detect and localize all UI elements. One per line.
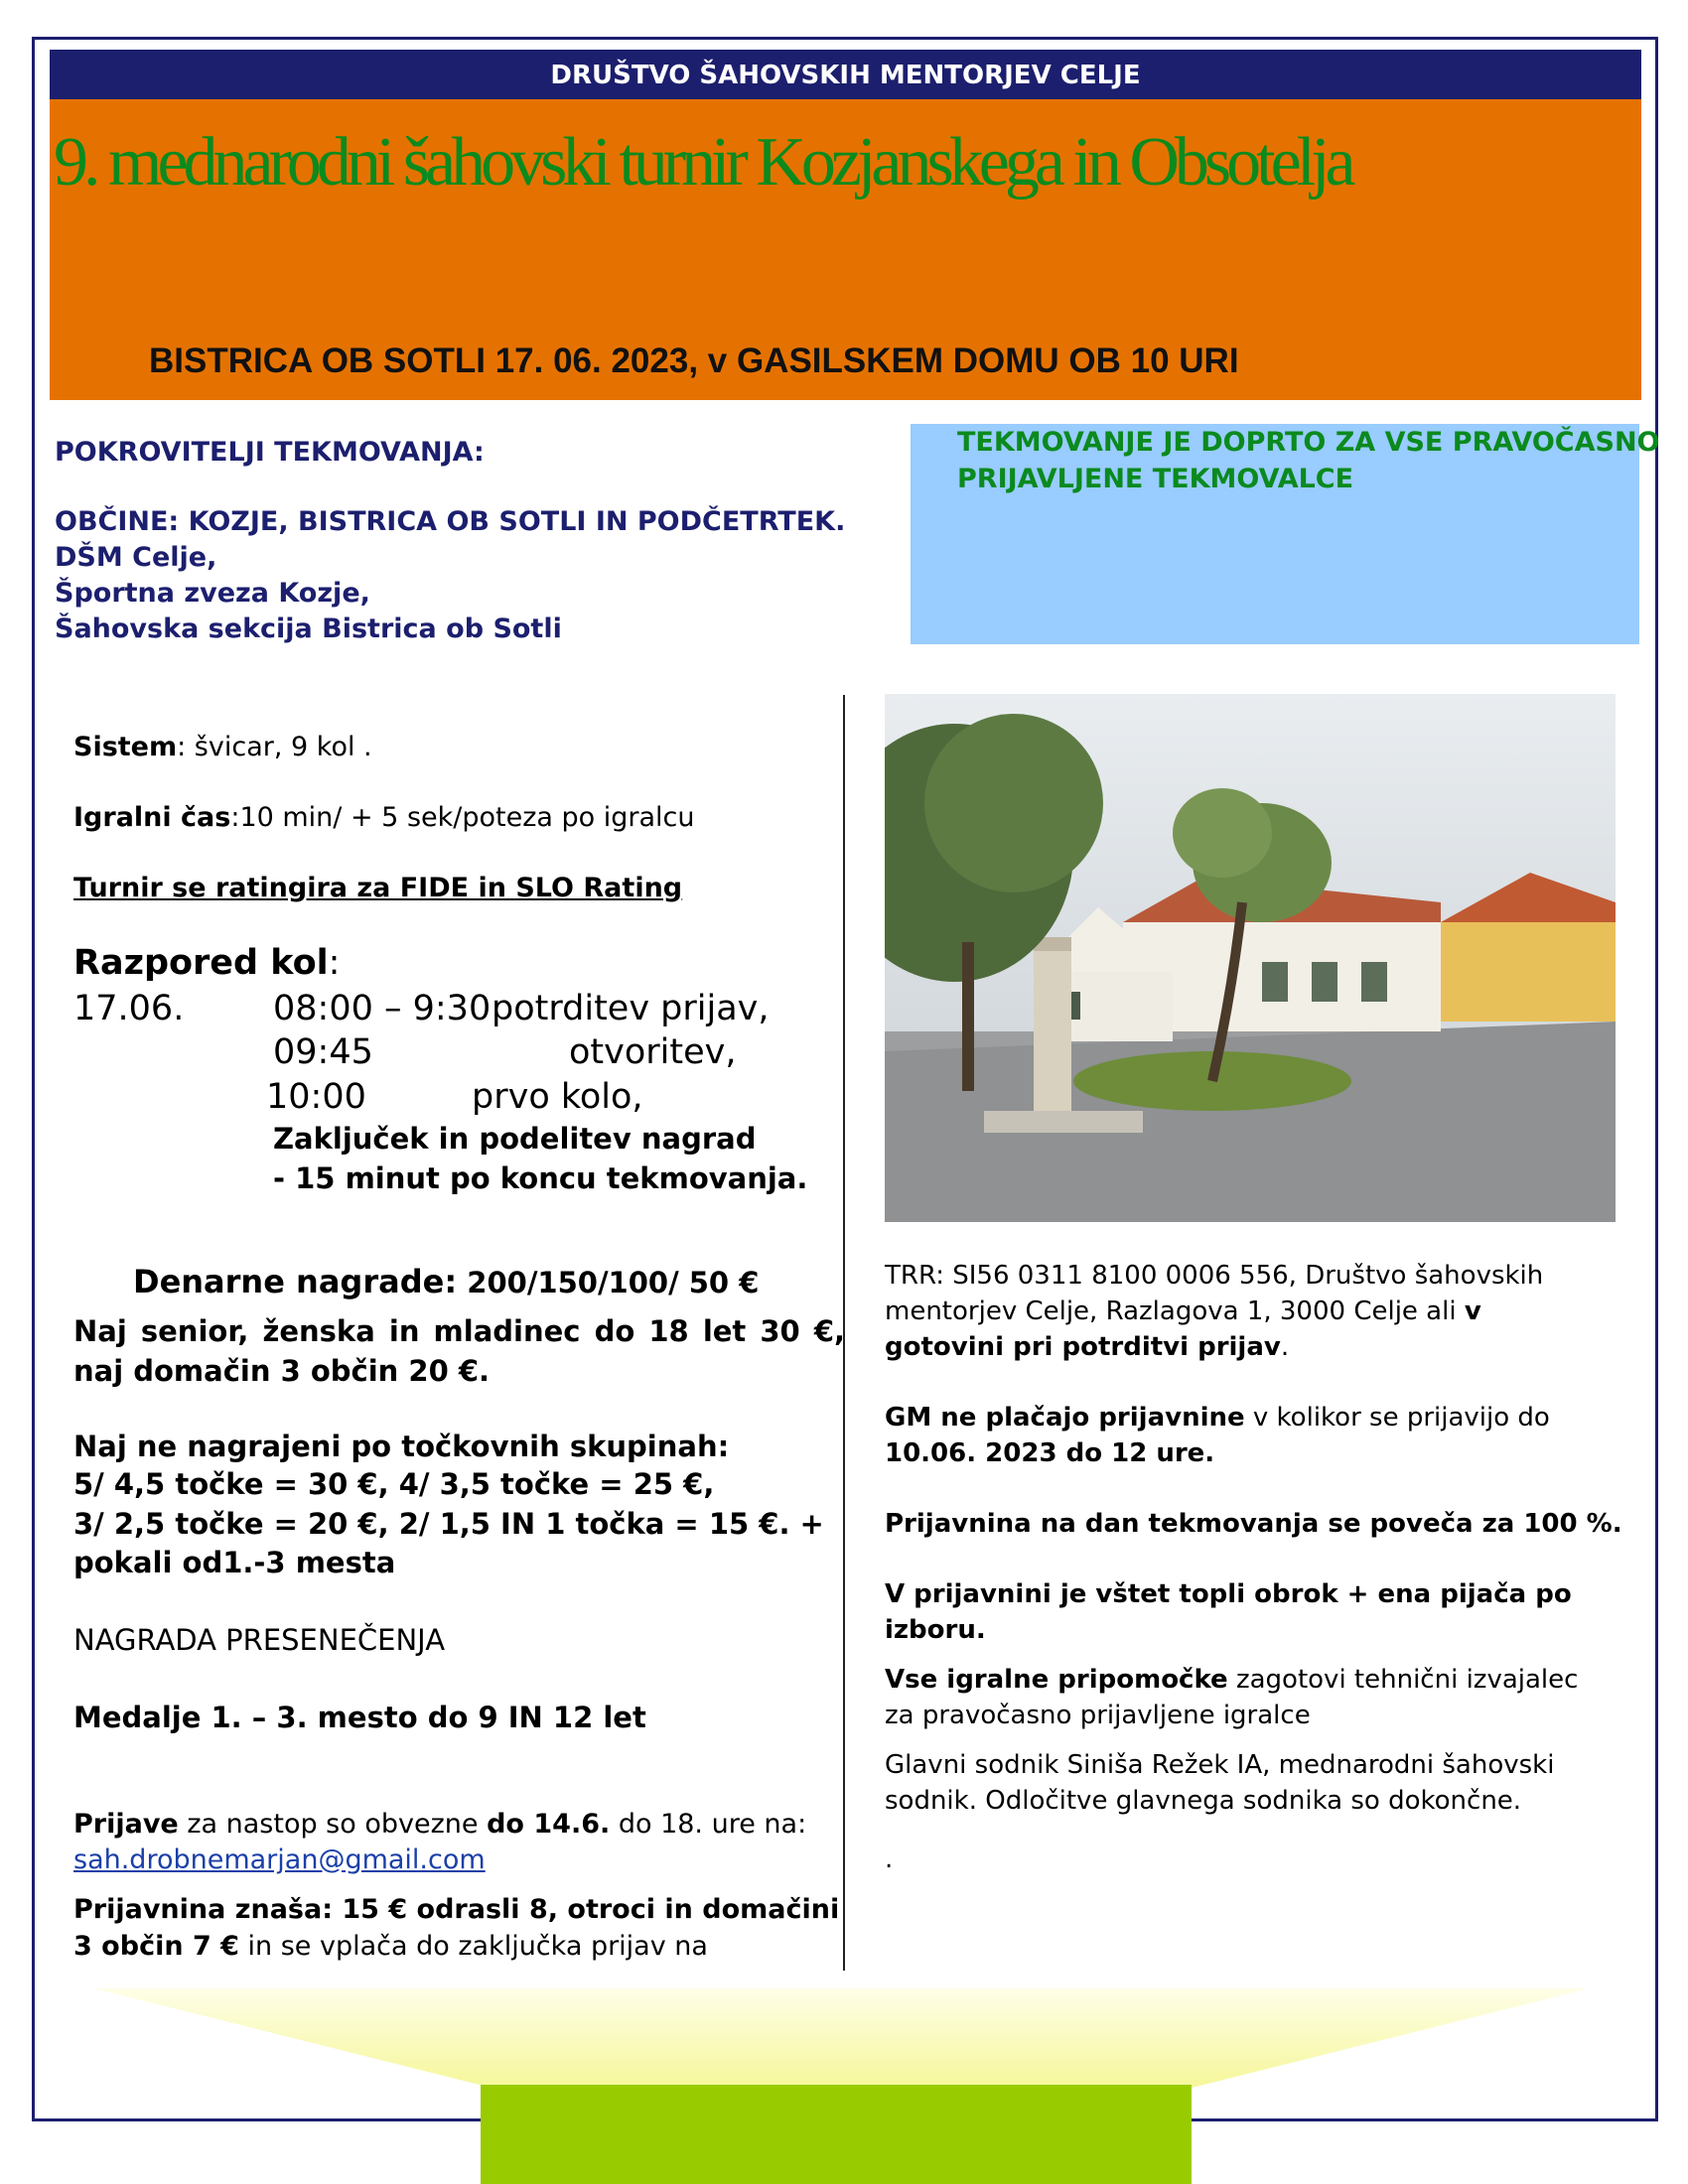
equipment-bold: Vse igralne pripomočke bbox=[885, 1665, 1228, 1695]
open-notice-box bbox=[911, 424, 1660, 644]
venue-date: BISTRICA OB SOTLI 17. 06. 2023, v GASILSKEM DOMU OB 10 URI bbox=[149, 341, 1239, 380]
org-banner: DRUŠTVO ŠAHOVSKIH MENTORJEV CELJE bbox=[50, 50, 1641, 99]
cash-prizes-label: Denarne nagrade: bbox=[133, 1263, 458, 1300]
schedule-date: 17.06. bbox=[73, 989, 185, 1028]
sponsors-block bbox=[55, 435, 845, 647]
payment-bold: v bbox=[1464, 1297, 1481, 1326]
sponsor-line: Športna zveza Kozje, bbox=[55, 578, 370, 609]
decor-green-block bbox=[481, 2085, 1192, 2184]
groups-heading: Naj ne nagrajeni po točkovnih skupinah: bbox=[73, 1430, 730, 1463]
payment-dot: . bbox=[1280, 1332, 1290, 1362]
payment-cash: gotovini pri potrditvi prijav bbox=[885, 1332, 1281, 1362]
notice-line: PRIJAVLJENE TEKMOVALCE bbox=[957, 464, 1354, 494]
schedule-time: 09:45 bbox=[273, 1032, 373, 1072]
time-control-label: Igralni čas bbox=[73, 802, 231, 833]
sponsor-line: DŠM Celje, bbox=[55, 542, 217, 573]
special-prizes-1: Naj senior, ženska in mladinec do 18 let 30 €, bbox=[73, 1314, 846, 1348]
medals-line: Medalje 1. – 3. mesto do 9 IN 12 let bbox=[73, 1701, 646, 1734]
schedule-heading-colon: : bbox=[328, 943, 341, 983]
system-value: : švicar, 9 kol . bbox=[177, 732, 372, 762]
surprise-prize: NAGRADA PRESENEČENJA bbox=[73, 1623, 446, 1657]
sponsors-heading: POKROVITELJI TEKMOVANJA: bbox=[55, 437, 485, 468]
fee-increase: Prijavnina na dan tekmovanja se poveča za 100 %. bbox=[885, 1509, 1622, 1539]
schedule-time: 10:00 bbox=[266, 1077, 366, 1117]
registration-bold: Prijave bbox=[73, 1809, 179, 1840]
closing-timing: - 15 minut po koncu tekmovanja. bbox=[273, 1161, 808, 1195]
time-control-value: :10 min/ + 5 sek/poteza po igralcu bbox=[230, 802, 695, 833]
system-label: Sistem bbox=[73, 732, 178, 762]
schedule-event: otvoritev, bbox=[569, 1032, 737, 1072]
meal-line-1: V prijavnini je vštet topli obrok + ena pijača po bbox=[885, 1579, 1572, 1609]
gm-line-1 bbox=[885, 1403, 1550, 1433]
sponsor-line: OBČINE: KOZJE, BISTRICA OB SOTLI IN PODČETRTEK. bbox=[55, 506, 846, 537]
fee-line-2 bbox=[73, 1931, 708, 1962]
payment-line-1: TRR: SI56 0311 8100 0006 556, Društvo šahovskih bbox=[885, 1261, 1544, 1291]
groups-line: 5/ 4,5 točke = 30 €, 4/ 3,5 točke = 25 €, bbox=[73, 1467, 715, 1501]
registration-email-link[interactable]: sah.drobnemarjan@gmail.com bbox=[73, 1844, 486, 1875]
payment-line-3 bbox=[885, 1332, 1289, 1362]
fee-text: in se vplača do zaključka prijav na bbox=[238, 1931, 708, 1962]
registration-line bbox=[73, 1809, 806, 1840]
equipment-line-2: za pravočasno prijavljene igralce bbox=[885, 1701, 1311, 1730]
system-line bbox=[73, 732, 372, 762]
time-control-line bbox=[73, 802, 695, 833]
arbiter-dot: . bbox=[885, 1844, 894, 1874]
village-photo bbox=[885, 694, 1616, 1222]
arbiter-line-2: sodnik. Odločitve glavnega sodnika so dokončne. bbox=[885, 1786, 1522, 1816]
gm-line-2: 10.06. 2023 do 12 ure. bbox=[885, 1438, 1215, 1468]
equipment-line-1 bbox=[885, 1665, 1578, 1695]
schedule-time: 08:00 – 9:30 bbox=[273, 989, 492, 1028]
schedule-event: prvo kolo, bbox=[472, 1077, 643, 1117]
page-title: 9. mednarodni šahovski turnir Kozjanskega in Obsotelja bbox=[54, 124, 1351, 201]
open-notice-text bbox=[957, 424, 1660, 497]
gm-text: v kolikor se prijavijo do bbox=[1244, 1403, 1550, 1433]
special-prizes-2: naj domačin 3 občin 20 €. bbox=[73, 1354, 491, 1388]
fee-line-1: Prijavnina znaša: 15 € odrasli 8, otroci in domačini bbox=[73, 1894, 840, 1925]
payment-line-2 bbox=[885, 1297, 1481, 1326]
decor-trapezoid bbox=[94, 1988, 1589, 2088]
registration-text: za nastop so obvezne bbox=[178, 1809, 488, 1840]
cash-prizes-values: 200/150/100/ 50 € bbox=[467, 1266, 760, 1299]
rating-note: Turnir se ratingira za FIDE in SLO Rating bbox=[73, 873, 683, 903]
schedule-heading bbox=[73, 943, 340, 983]
fee-bold: 3 občin 7 € bbox=[73, 1931, 239, 1962]
registration-time: do 18. ure na: bbox=[610, 1809, 807, 1840]
notice-line: TEKMOVANJE JE DOPRTO ZA VSE PRAVOČASNO bbox=[957, 427, 1660, 458]
groups-line: pokali od1.-3 mesta bbox=[73, 1546, 396, 1579]
gm-bold: GM ne plačajo prijavnine bbox=[885, 1403, 1245, 1433]
sponsor-line: Šahovska sekcija Bistrica ob Sotli bbox=[55, 614, 562, 644]
groups-line: 3/ 2,5 točke = 20 €, 2/ 1,5 IN 1 točka = 15 €. + bbox=[73, 1507, 824, 1541]
arbiter-line-1: Glavni sodnik Siniša Režek IA, mednarodni šahovski bbox=[885, 1750, 1555, 1780]
meal-line-2: izboru. bbox=[885, 1615, 986, 1645]
schedule-event: potrditev prijav, bbox=[492, 989, 770, 1028]
registration-deadline: do 14.6. bbox=[487, 1809, 611, 1840]
equipment-text: zagotovi tehnični izvajalec bbox=[1227, 1665, 1579, 1695]
village-photo-icon bbox=[885, 694, 1616, 1222]
cash-prizes bbox=[133, 1263, 759, 1300]
schedule-heading-text: Razpored kol bbox=[73, 943, 329, 983]
payment-text: mentorjev Celje, Razlagova 1, 3000 Celje ali bbox=[885, 1297, 1465, 1326]
closing-ceremony: Zaključek in podelitev nagrad bbox=[273, 1122, 757, 1156]
